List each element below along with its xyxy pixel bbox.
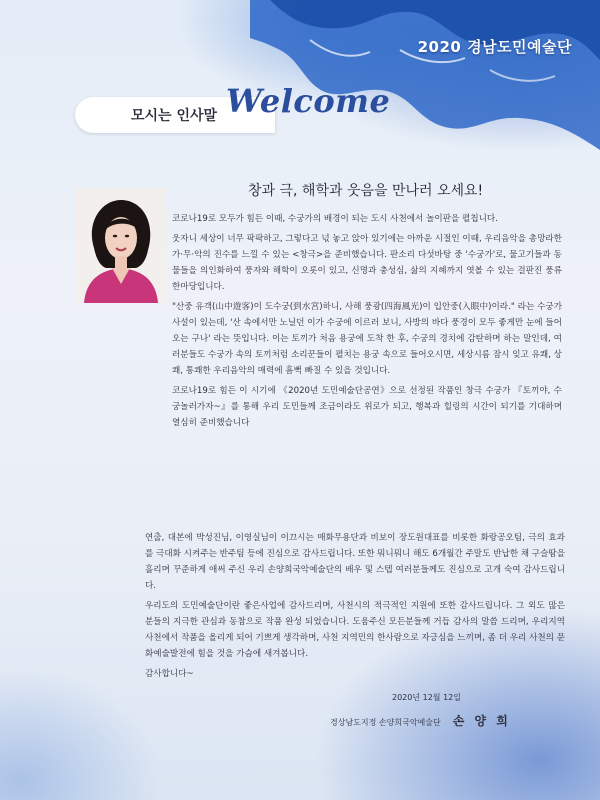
signature xyxy=(330,712,511,729)
paragraph: 연출, 대본에 박성진님, 이영실님이 이끄시는 매화무용단과 비보이 장도원대표를 비롯한 화랑공오팀, 극의 효과를 극대화 시켜주는 반주팀 등에 진심으로 감사드립니다. 또한 뭐니뭐니 해도 6개월간 주말도 반납한 채 구슬땀을 흘리며 꾸준하게 애써 주신 우리 손양희국악예술단의 배우 및 스텝 여러분들께도 진심으로 고개 숙여 감사드립니다. xyxy=(145,533,566,591)
letter-date: 2020년 12월 12일 xyxy=(392,693,461,702)
welcome-heading: Welcome xyxy=(226,82,391,120)
paragraph: 웃자니 세상이 너무 팍팍하고, 그렇다고 넋 놓고 앉아 있기에는 아까운 시절인 이때, 우리음악을 총망라한 가·무·악의 진수를 느낄 수 있는 <창극>을 준비했습니다. 판소리 다섯바탕 중 '수궁가'로, 물고기들과 동물들을 의인화하여 풍자와 해학이 오롯이 있고, 신명과 충성심, 삶의 지혜까지 엿볼 수 있는 걸판진 풍류한마당입니다. xyxy=(172,234,562,292)
paragraph: 감사합니다~ xyxy=(145,669,194,679)
greeting-label: 모시는 인사말 xyxy=(131,108,218,124)
portrait-photo xyxy=(76,188,166,303)
wave-decoration-icon xyxy=(250,0,600,150)
paragraph: "산중 유객(山中遊客)이 도수궁(到水宮)하니, 사해 풍광(四海風光)이 입안중(入眼中)이라." 라는 수궁가 사설이 있는데, '산 속에서만 노닐던 이가 수궁에 이르러 보니, 사방의 바다 풍경이 모두 좋게만 눈에 들어오는 구나' 라는 뜻입니다. 이는 토끼가 처음 용궁에 도착 한 후, 수궁의 경치에 감탄하며 하는 말인데, 여러분들도 수궁가 속의 토끼처럼 소리꾼들이 펼치는 용궁 속으로 들어오시면, 세상시름 잠시 잊고 유쾌, 상쾌, 통쾌한 우리음악의 매력에 흠뻑 빠질 수 있을 것입니다. xyxy=(172,302,562,376)
paragraph: 우리도의 도민예술단이란 좋은사업에 감사드리며, 사천시의 적극적인 지원에 또한 감사드립니다. 그 외도 많은 분들의 지극한 관심과 동참으로 작품 완성 되었습니다. 도움주신 모든분들께 거듭 감사의 말씀 드리며, 우리지역 사천에서 작품을 올리게 되어 기쁘게 생각하며, 사천 지역민의 한사람으로 자긍심을 느끼며, 좀 더 우리 사천의 문화예술발전에 힘을 것을 가슴에 새겨봅니다. xyxy=(145,601,566,659)
letter-title: 창과 극, 해학과 웃음을 만나러 오세요! xyxy=(248,183,484,199)
letter-body-lower xyxy=(145,530,565,686)
portrait-icon xyxy=(76,188,166,303)
paragraph: 코로나19로 힘든 이 시기에 《2020년 도민예술단공연》으로 선정된 작품인 창극 수궁가 『토끼야, 수궁놀러가자~』를 통해 우리 도민들께 조금이라도 위로가 되고, 행복과 힐링의 시간이 되기를 기대하며 열심히 준비했습니다 xyxy=(172,386,562,428)
signature-org: 경상남도지정 손양희국악예술단 xyxy=(330,718,441,727)
paragraph: 코로나19로 모두가 힘든 이때, 수궁가의 배경이 되는 도시 사천에서 놀이판을 펼칩니다. xyxy=(172,214,498,224)
header-title: 2020 경남도민예술단 xyxy=(417,38,572,56)
letter-body xyxy=(172,211,562,435)
signature-name: 손 양 희 xyxy=(452,714,511,728)
